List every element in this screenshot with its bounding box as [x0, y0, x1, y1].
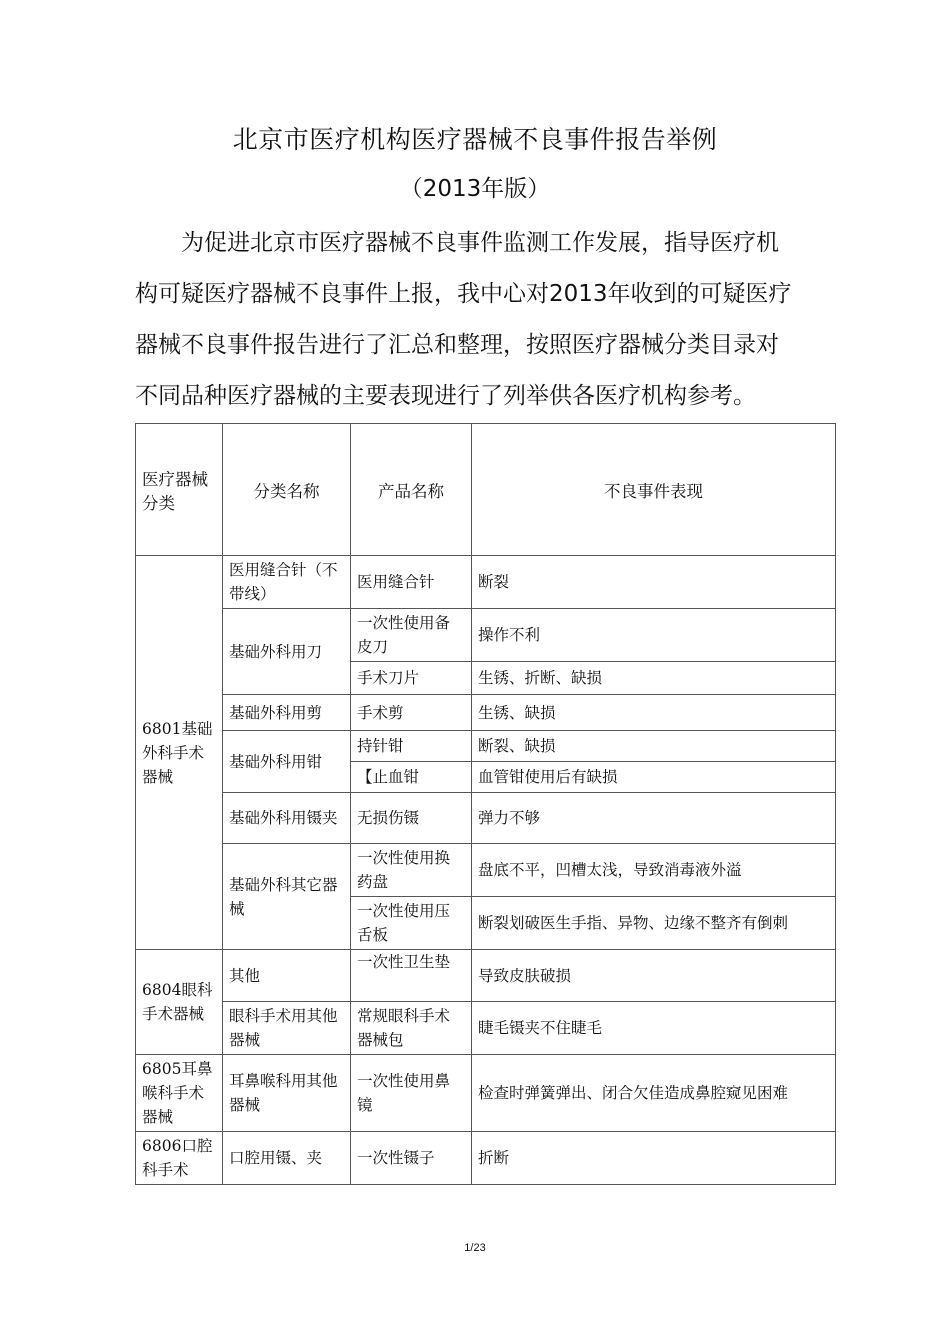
paragraph-line: 器械不良事件报告进行了汇总和整理，按照医疗器械分类目录对 [135, 332, 779, 358]
table-row [136, 1002, 836, 1055]
adverse-event-table [135, 423, 836, 1185]
page-number: 1/23 [464, 1242, 486, 1254]
table-header-row [136, 424, 836, 556]
category-cell: 6805耳鼻喉科手术器械 [136, 1055, 223, 1132]
product-cell: 手术剪 [351, 695, 472, 731]
product-cell: 【止血钳 [351, 762, 472, 793]
class-name-cell: 口腔用镊、夹 [223, 1132, 351, 1185]
table-row [136, 1055, 836, 1132]
paragraph-line: 为促进北京市医疗器械不良事件监测工作发展，指导医疗机 [181, 230, 779, 256]
event-cell: 折断 [472, 1132, 836, 1185]
class-name-cell: 基础外科用刀 [223, 609, 351, 695]
table-row [136, 950, 836, 1002]
event-cell: 导致皮肤破损 [472, 950, 836, 1002]
class-name-cell: 眼科手术用其他器械 [223, 1002, 351, 1055]
paragraph-line: 不同品种医疗器械的主要表现进行了列举供各医疗机构参考。 [135, 383, 756, 409]
document-subtitle: （2013年版） [399, 176, 551, 202]
category-cell: 6804眼科手术器械 [136, 950, 223, 1055]
category-cell: 6801基础外科手术器械 [136, 556, 223, 950]
product-cell: 常规眼科手术器械包 [351, 1002, 472, 1055]
event-cell: 盘底不平，凹槽太浅，导致消毒液外溢 [472, 844, 836, 897]
product-cell: 一次性镊子 [351, 1132, 472, 1185]
class-name-cell: 耳鼻喉科用其他器械 [223, 1055, 351, 1132]
header-event: 不良事件表现 [472, 424, 836, 556]
event-cell: 断裂划破医生手指、异物、边缘不整齐有倒刺 [472, 897, 836, 950]
table-row [136, 556, 836, 609]
table-row [136, 1132, 836, 1185]
class-name-cell: 基础外科用钳 [223, 731, 351, 793]
category-cell: 6806口腔科手术 [136, 1132, 223, 1185]
intro-paragraph [135, 218, 835, 422]
document-title: 北京市医疗机构医疗器械不良事件报告举例 [232, 125, 718, 154]
table-row [136, 695, 836, 731]
class-name-cell: 基础外科用剪 [223, 695, 351, 731]
product-cell: 一次性卫生垫 [351, 950, 472, 1002]
header-category: 医疗器械分类 [136, 424, 223, 556]
event-cell: 断裂、缺损 [472, 731, 836, 762]
product-cell: 一次性使用换药盘 [351, 844, 472, 897]
class-name-cell: 基础外科其它器械 [223, 844, 351, 950]
product-cell: 无损伤镊 [351, 793, 472, 844]
product-cell: 一次性使用鼻镜 [351, 1055, 472, 1132]
event-cell: 血管钳使用后有缺损 [472, 762, 836, 793]
table-row [136, 793, 836, 844]
table-row [136, 844, 836, 897]
event-cell: 检查时弹簧弹出、闭合欠佳造成鼻腔窥见困难 [472, 1055, 836, 1132]
class-name-cell: 医用缝合针（不带线） [223, 556, 351, 609]
event-cell: 睫毛镊夹不住睫毛 [472, 1002, 836, 1055]
paragraph-line: 构可疑医疗器械不良事件上报，我中心对2013年收到的可疑医疗 [135, 281, 792, 307]
event-cell: 操作不利 [472, 609, 836, 662]
product-cell: 医用缝合针 [351, 556, 472, 609]
class-name-cell: 其他 [223, 950, 351, 1002]
table-row [136, 609, 836, 662]
event-cell: 生锈、折断、缺损 [472, 662, 836, 695]
event-cell: 断裂 [472, 556, 836, 609]
product-cell: 一次性使用压舌板 [351, 897, 472, 950]
table-row [136, 731, 836, 762]
product-cell: 持针钳 [351, 731, 472, 762]
event-cell: 生锈、缺损 [472, 695, 836, 731]
product-cell: 手术刀片 [351, 662, 472, 695]
product-cell: 一次性使用备皮刀 [351, 609, 472, 662]
class-name-cell: 基础外科用镊夹 [223, 793, 351, 844]
header-class-name: 分类名称 [223, 424, 351, 556]
event-cell: 弹力不够 [472, 793, 836, 844]
header-product: 产品名称 [351, 424, 472, 556]
